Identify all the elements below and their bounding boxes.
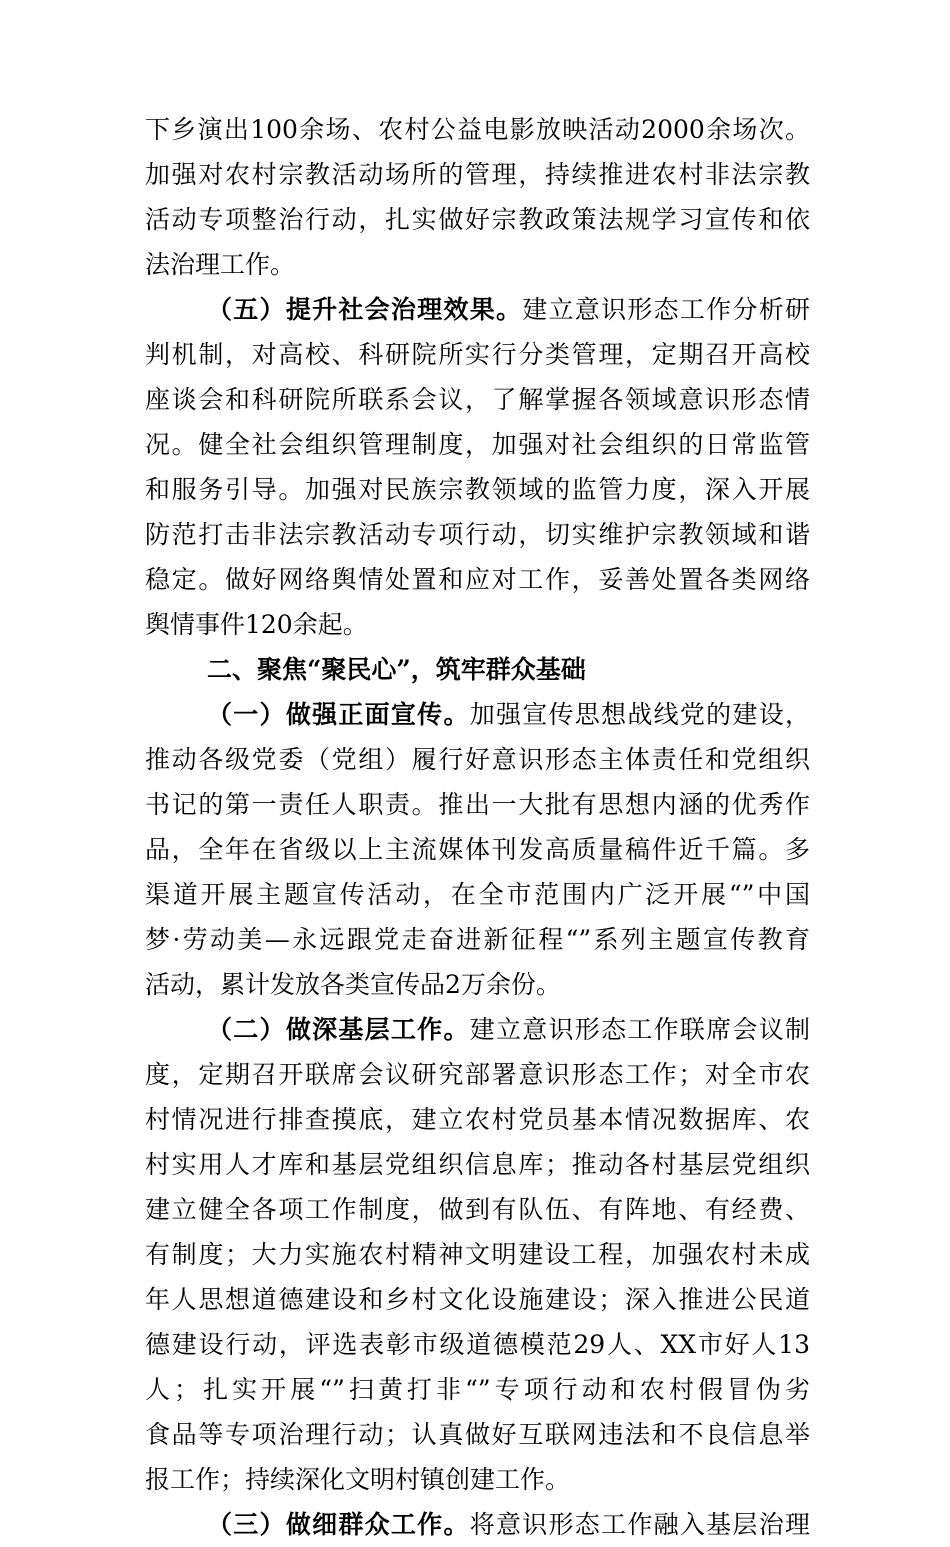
heading-text: （三）做细群众工作。 [207,1510,470,1539]
text-line [145,872,810,917]
body-text: 推动各级党委（党组）履行好意识形态主体责任和党组织 [145,745,810,774]
body-text: 和服务引导。加强对民族宗教领域的监管力度，深入开展 [145,475,810,504]
text-line [145,782,810,827]
text-line [145,917,810,962]
body-text: 有制度；大力实施农村精神文明建设工程，加强农村未成 [145,1240,810,1269]
body-text: 村实用人才库和基层党组织信息库；推动各村基层党组织 [145,1150,810,1179]
heading-text: （二）做深基层工作。 [207,1015,470,1044]
text-line [145,1007,810,1052]
body-text: 法治理工作。 [145,250,296,279]
text-line [145,107,810,152]
text-line [145,467,810,512]
text-line [145,1142,810,1187]
body-text: 渠道开展主题宣传活动，在全市范围内广泛开展“”中国 [145,880,810,909]
text-line [145,692,810,737]
heading-text: 二、聚焦“聚民心”，筑牢群众基础 [207,655,586,684]
body-text: 年人思想道德建设和乡村文化设施建设；深入推进公民道 [145,1285,810,1314]
text-line [145,962,810,1007]
document-body [145,107,810,1547]
body-text: 梦·劳动美—永远跟党走奋进新征程“”系列主题宣传教育 [145,925,810,954]
text-line [145,1232,810,1277]
body-text: 判机制，对高校、科研院所实行分类管理，定期召开高校 [145,340,810,369]
text-line [145,197,810,242]
text-line [145,512,810,557]
body-text: 建立健全各项工作制度，做到有队伍、有阵地、有经费、 [145,1195,810,1224]
text-line [145,152,810,197]
body-text: 报工作；持续深化文明村镇创建工作。 [145,1465,571,1494]
text-line [145,1502,810,1547]
text-line [145,1052,810,1097]
text-line [145,557,810,602]
body-text: 加强对农村宗教活动场所的管理，持续推进农村非法宗教 [145,160,810,189]
body-text: 座谈会和科研院所联系会议，了解掌握各领域意识形态情 [145,385,810,414]
body-text: 书记的第一责任人职责。推出一大批有思想内涵的优秀作 [145,790,810,819]
body-text: 德建设行动，评选表彰市级道德模范29人、XX市好人13 [145,1330,810,1359]
text-line [145,1097,810,1142]
body-text: 稳定。做好网络舆情处置和应对工作，妥善处置各类网络 [145,565,810,594]
text-line [145,332,810,377]
text-line [145,737,810,782]
text-line [145,377,810,422]
body-text: 况。健全社会组织管理制度，加强对社会组织的日常监管 [145,430,810,459]
text-line [145,602,810,647]
text-line [145,1412,810,1457]
body-text: 村情况进行排查摸底，建立农村党员基本情况数据库、农 [145,1105,810,1134]
body-text: 人；扎实开展“”扫黄打非“”专项行动和农村假冒伪劣 [145,1375,810,1404]
text-line [145,1322,810,1367]
body-text: 建立意识形态工作分析研 [522,295,810,324]
heading-text: （一）做强正面宣传。 [207,700,470,729]
text-line [145,242,810,287]
text-line [145,1457,810,1502]
text-line [145,827,810,872]
body-text: 将意识形态工作融入基层治理 [469,1510,810,1539]
text-line [145,287,810,332]
body-text: 舆情事件120余起。 [145,610,368,639]
text-line [145,647,810,692]
body-text: 活动，累计发放各类宣传品2万余份。 [145,970,561,999]
heading-text: （五）提升社会治理效果。 [207,295,523,324]
body-text: 下乡演出100余场、农村公益电影放映活动2000余场次。 [145,115,810,144]
body-text: 食品等专项治理行动；认真做好互联网违法和不良信息举 [145,1420,810,1449]
body-text: 防范打击非法宗教活动专项行动，切实维护宗教领域和谐 [145,520,810,549]
body-text: 品，全年在省级以上主流媒体刊发高质量稿件近千篇。多 [145,835,810,864]
text-line [145,1367,810,1412]
body-text: 建立意识形态工作联席会议制 [469,1015,810,1044]
text-line [145,1187,810,1232]
body-text: 加强宣传思想战线党的建设， [469,700,810,729]
text-line [145,1277,810,1322]
body-text: 度，定期召开联席会议研究部署意识形态工作；对全市农 [145,1060,810,1089]
body-text: 活动专项整治行动，扎实做好宗教政策法规学习宣传和依 [145,205,810,234]
text-line [145,422,810,467]
